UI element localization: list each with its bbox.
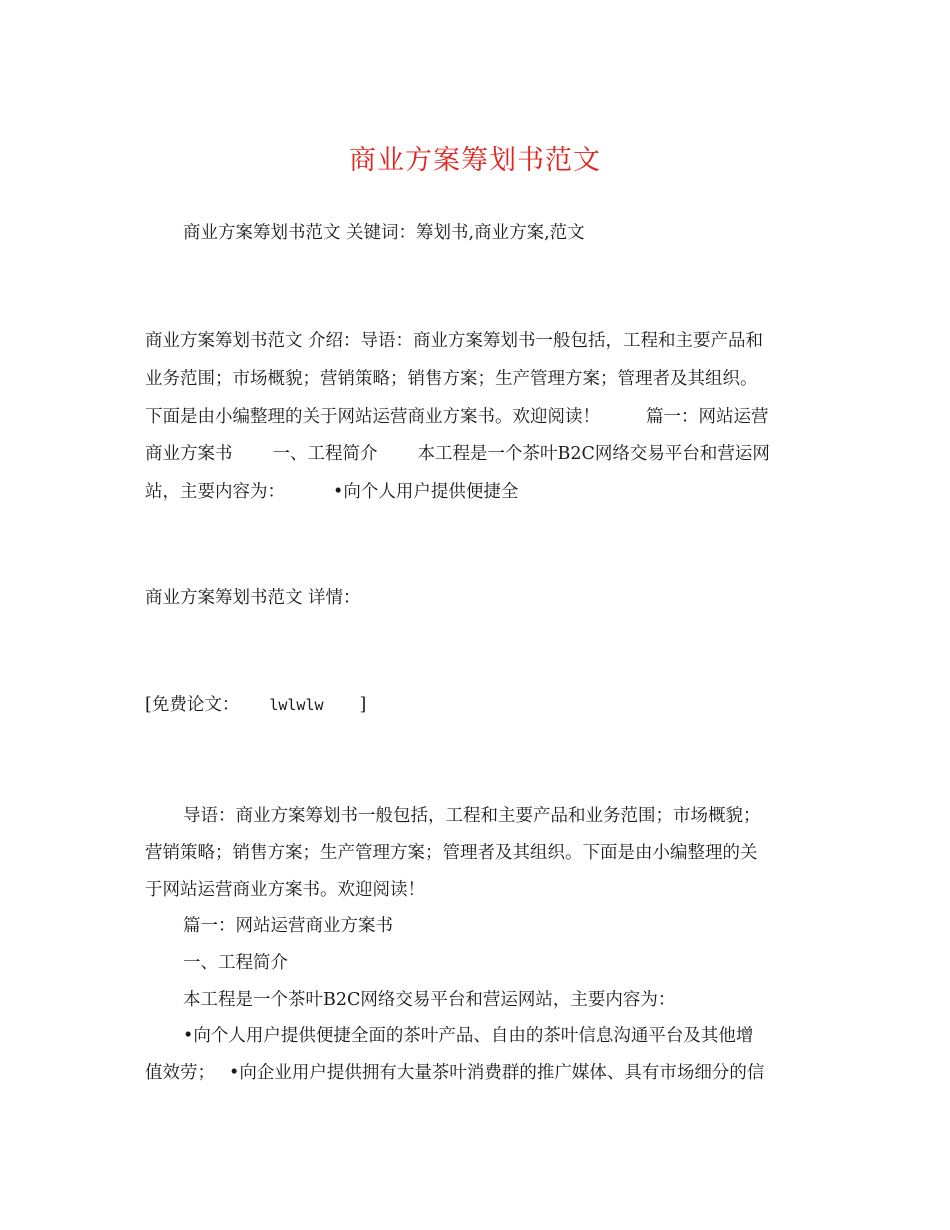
details-label: 商业方案筹划书范文 详情： (145, 588, 361, 608)
free-paper-line (145, 692, 366, 718)
intro-text: 篇一：网站运营 (646, 407, 769, 427)
free-paper-open: [免费论文： (145, 695, 240, 715)
body-text: •向企业用户提供拥有大量茶叶消费群的推广媒体、具有市场细分的信 (229, 1063, 765, 1083)
page-title: 商业方案筹划书范文 (349, 145, 601, 176)
intro-text: 下面是由小编整理的关于网站运营商业方案书。欢迎阅读！ (145, 407, 600, 427)
free-paper-close: ] (359, 695, 367, 715)
body-line (145, 1060, 810, 1086)
intro-text: 一、工程简介 (272, 444, 378, 464)
body-line: 于网站运营商业方案书。欢迎阅读！ (145, 880, 425, 900)
intro-text: 站，主要内容为： (145, 482, 285, 502)
body-line: 营销策略；销售方案；生产管理方案；管理者及其组织。下面是由小编整理的关 (145, 843, 758, 863)
body-line: 一、工程简介 (183, 953, 288, 973)
body-line: 导语：商业方案筹划书一般包括，工程和主要产品和业务范围；市场概貌； (183, 806, 761, 826)
intro-line: 商业方案筹划书范文 介绍：导语：商业方案筹划书一般包括，工程和主要产品和 (145, 331, 764, 351)
intro-line (145, 479, 810, 505)
intro-text: •向个人用户提供便捷全 (333, 482, 519, 502)
intro-text: 本工程是一个茶叶B2C网络交易平台和营运网 (417, 444, 770, 464)
body-text: 值效劳； (145, 1063, 215, 1083)
body-line: •向个人用户提供便捷全面的茶叶产品、自由的茶叶信息沟通平台及其他增 (183, 1026, 754, 1046)
intro-line (145, 404, 810, 430)
body-line: 篇一：网站运营商业方案书 (183, 916, 393, 936)
intro-text: 商业方案书 (145, 444, 233, 464)
keywords-line: 商业方案筹划书范文 关键词：筹划书,商业方案,范文 (183, 223, 585, 243)
body-line: 本工程是一个茶叶B2C网络交易平台和营运网站，主要内容为： (183, 990, 676, 1010)
free-paper-code: lwlwlw (269, 696, 324, 714)
intro-line (145, 441, 810, 467)
intro-line: 业务范围；市场概貌；营销策略；销售方案；生产管理方案；管理者及其组织。 (145, 369, 758, 389)
